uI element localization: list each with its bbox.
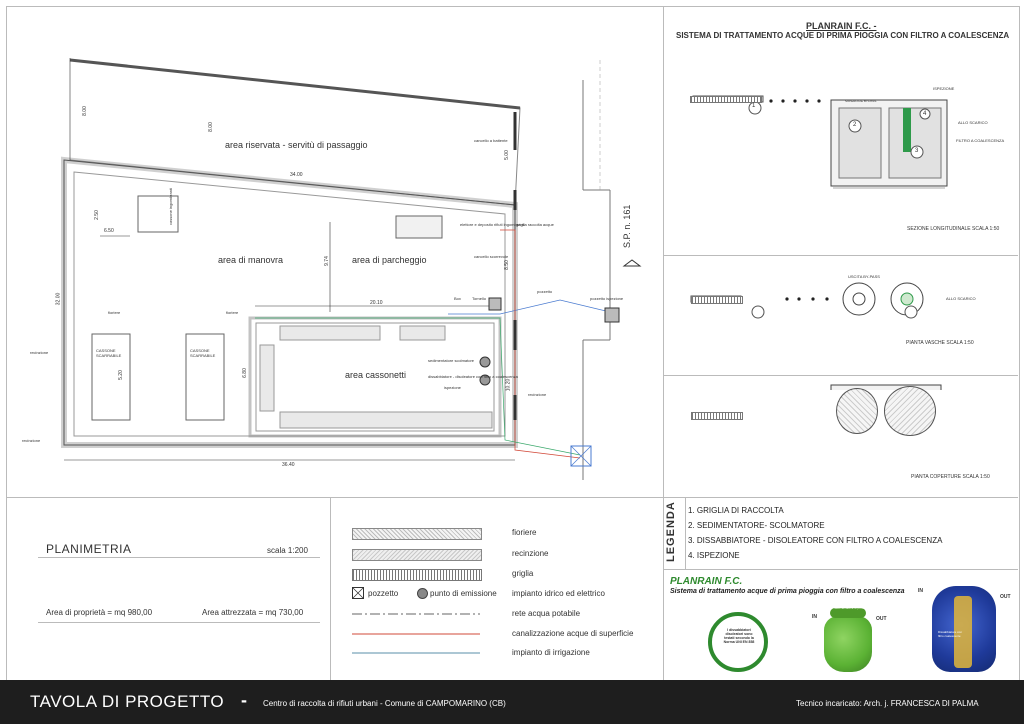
footer-subtitle: Centro di raccolta di rifiuti urbani - Comune di CAMPOMARINO (CB)	[263, 699, 506, 708]
dim-34: 34.00	[290, 172, 303, 178]
sec-allo-scarico-2: ALLO SCARICO	[946, 296, 976, 301]
divider-legend-vertical	[330, 497, 331, 680]
label-road: S.P. n. 161	[622, 204, 632, 248]
label-area-parcheggio: area di parcheggio	[352, 255, 427, 265]
grill-section	[690, 96, 762, 103]
sec-filtro: FILTRO A COALESCENZA	[956, 138, 1005, 143]
label-fioriere-2: fioriere	[226, 310, 239, 315]
label-pianta-vasche: PIANTA VASCHE SCALA 1:50	[906, 340, 974, 346]
label-box: Box	[454, 296, 461, 301]
label-area-manovra: area di manovra	[218, 255, 284, 265]
product-badge-text: I dissabbiatori disoleatori sono testati secondo la Norma UNI EN 858	[723, 628, 755, 644]
label-sezione: SEZIONE LONGITUDINALE SCALA 1:50	[907, 226, 1000, 232]
green-tank	[824, 616, 872, 672]
planrain-header-subtitle: SISTEMA DI TRATTAMENTO ACQUE DI PRIMA PIOGGIA CON FILTRO A COALESCENZA	[676, 31, 1010, 40]
pozzetto-ispezione	[605, 308, 619, 322]
cover-2	[884, 386, 936, 436]
dim-8a: 8.00	[81, 106, 88, 116]
sec-ispezione: ISPEZIONE	[933, 86, 955, 91]
legend-canalizzazione: canalizzazione acque di superficie	[512, 629, 634, 638]
label-area-riservata: area riservata - servitù di passaggio	[225, 140, 368, 150]
emission-point	[480, 357, 490, 367]
site-outer	[64, 160, 515, 445]
dim-5: 5.00	[503, 150, 510, 160]
legend-impianto-idrico: impianto idrico ed elettrico	[512, 589, 605, 598]
legenda-title: LEGENDA	[665, 501, 677, 562]
label-griglia: griglia raccolta acque	[516, 222, 554, 227]
grill-cover	[691, 412, 743, 420]
label-recinzione-left: recinzione	[30, 350, 49, 355]
area-attrezzata: Area attrezzata = mq 730,00	[202, 608, 304, 617]
legend-fioriere: fioriere	[512, 528, 537, 537]
label-cassone-2: CASSONE SCARRABILE	[190, 348, 216, 358]
grill-plan	[691, 296, 743, 304]
product-subtitle: Sistema di trattamento acque di prima pioggia con filtro a coalescenza	[670, 588, 905, 595]
cover-1	[836, 388, 878, 434]
label-cassone-1: CASSONE SCARRABILE	[96, 348, 122, 358]
legenda-bottom-line	[663, 569, 1018, 570]
sec-by-pass: SUPERFICIE BY-PASS	[845, 99, 877, 103]
planrain-header-title: PLANRAIN F.C. -	[806, 21, 877, 31]
divider-horizontal	[6, 497, 1018, 498]
sec-allo-scarico: ALLO SCARICO	[958, 120, 988, 125]
emission-symbol	[417, 588, 428, 599]
pozzetto	[489, 298, 501, 310]
deposito	[396, 216, 442, 238]
footer-title: TAVOLA DI PROGETTO	[30, 692, 225, 711]
legend-punto-emissione: punto di emissione	[430, 589, 497, 598]
site-inner	[74, 172, 505, 436]
planter	[280, 412, 492, 428]
dim-8c: 8.50	[503, 260, 510, 270]
fioriere-symbol	[352, 528, 482, 540]
legend-recinzione: recinzione	[512, 549, 549, 558]
road-arrow	[624, 260, 640, 266]
recinzione-symbol	[352, 549, 482, 561]
dim-10: 10.20	[505, 378, 512, 392]
planimetria-title: PLANIMETRIA	[46, 542, 132, 556]
water-line	[448, 300, 610, 314]
label-recinzione-bottom: recinzione	[22, 438, 41, 443]
footer-dash: -	[241, 690, 247, 710]
label-ispezione: ispezione	[444, 385, 461, 390]
label-pozzetto: pozzetto	[537, 289, 553, 294]
area-underline	[38, 622, 320, 623]
dim-36: 36.40	[282, 462, 295, 468]
dim-6: 6.50	[104, 228, 114, 234]
legend-griglia: griglia	[512, 569, 534, 578]
product-title: PLANRAIN F.C.	[670, 576, 743, 587]
blue-tank-out: OUT	[1000, 594, 1011, 600]
cassone-scarrabile-2	[186, 334, 224, 420]
line-symbols	[352, 606, 482, 656]
area-proprieta: Area di proprietà = mq 980,00	[46, 608, 153, 617]
sec-n1: 1	[752, 103, 756, 109]
dim-2: 2.50	[93, 210, 100, 220]
dim-9: 9.74	[323, 256, 330, 266]
legenda-item-4: 4. ISPEZIONE	[688, 551, 740, 560]
green-tank-label: Sedimentatore di prima pioggia	[834, 606, 876, 610]
cassone-scarrabile-1	[92, 334, 130, 420]
green-tank-in: IN	[812, 614, 817, 620]
dim-8b: 8.00	[207, 122, 214, 132]
label-lettore: elettore e deposito rifiuti ingombranti	[460, 222, 525, 227]
filter-green	[903, 108, 911, 152]
sec-n4: 4	[923, 111, 927, 117]
legenda-item-1: 1. GRIGLIA DI RACCOLTA	[688, 506, 784, 515]
dim-32: 32.00	[55, 292, 62, 306]
dim-6b: 6.80	[241, 368, 248, 378]
label-sedimentatore: sedimentatore scolmatore	[428, 358, 475, 363]
sec-n2: 2	[853, 122, 857, 128]
planter	[260, 345, 274, 411]
label-tornello: Tornello	[472, 296, 487, 301]
blue-tank-in: IN	[918, 588, 923, 594]
legend-irrigazione: impianto di irrigazione	[512, 648, 590, 657]
sec-uscita: USCITA BY-PASS	[848, 274, 880, 279]
label-cancello-scorrevole: cancello scorrevole	[474, 254, 509, 259]
label-cassone-ingombranti: cassone ingombranti	[167, 188, 173, 225]
green-tank-out: OUT	[876, 616, 887, 622]
legenda-item-3: 3. DISSABBIATORE - DISOLEATORE CON FILTRO A COALESCENZA	[688, 536, 943, 545]
label-pozzetto-emissione: pozzetto ispezione	[590, 296, 624, 301]
label-fioriere: fioriere	[108, 310, 121, 315]
griglia-symbol	[352, 569, 482, 581]
planimetria-underline	[38, 557, 320, 558]
label-pianta-coperture: PIANTA COPERTURE SCALA 1:50	[911, 474, 990, 480]
label-recinzione-right: recinzione	[528, 392, 547, 397]
footer-bar	[0, 680, 1024, 724]
label-area-cassonetti: area cassonetti	[345, 370, 407, 380]
sec-n3: 3	[915, 148, 919, 154]
legend-pozzetto: pozzetto	[368, 589, 399, 598]
planter	[400, 326, 445, 340]
legenda-list	[688, 506, 942, 560]
planimetria-scale: scala 1:200	[267, 546, 308, 555]
pozzetto-symbol	[352, 587, 364, 599]
dim-5b: 5.20	[117, 370, 124, 380]
reserved-road-edge	[70, 60, 520, 108]
label-dissabbiatore: dissabbiatore - disoleatore con filtro a coalescenza	[428, 374, 518, 379]
blue-tank-label: Dissabbiatore con filtro coalescente	[938, 630, 963, 638]
footer-tecnico: Tecnico incaricato: Arch. j. FRANCESCA DI PALMA	[796, 699, 979, 708]
planter	[280, 326, 380, 340]
label-cancello: cancello a battente	[474, 138, 508, 143]
site-fence	[64, 160, 515, 445]
site-plan	[0, 0, 663, 497]
legend-rete-acqua: rete acqua potabile	[512, 609, 581, 618]
dim-20: 20.10	[370, 300, 383, 306]
legenda-item-2: 2. SEDIMENTATORE- SCOLMATORE	[688, 521, 825, 530]
